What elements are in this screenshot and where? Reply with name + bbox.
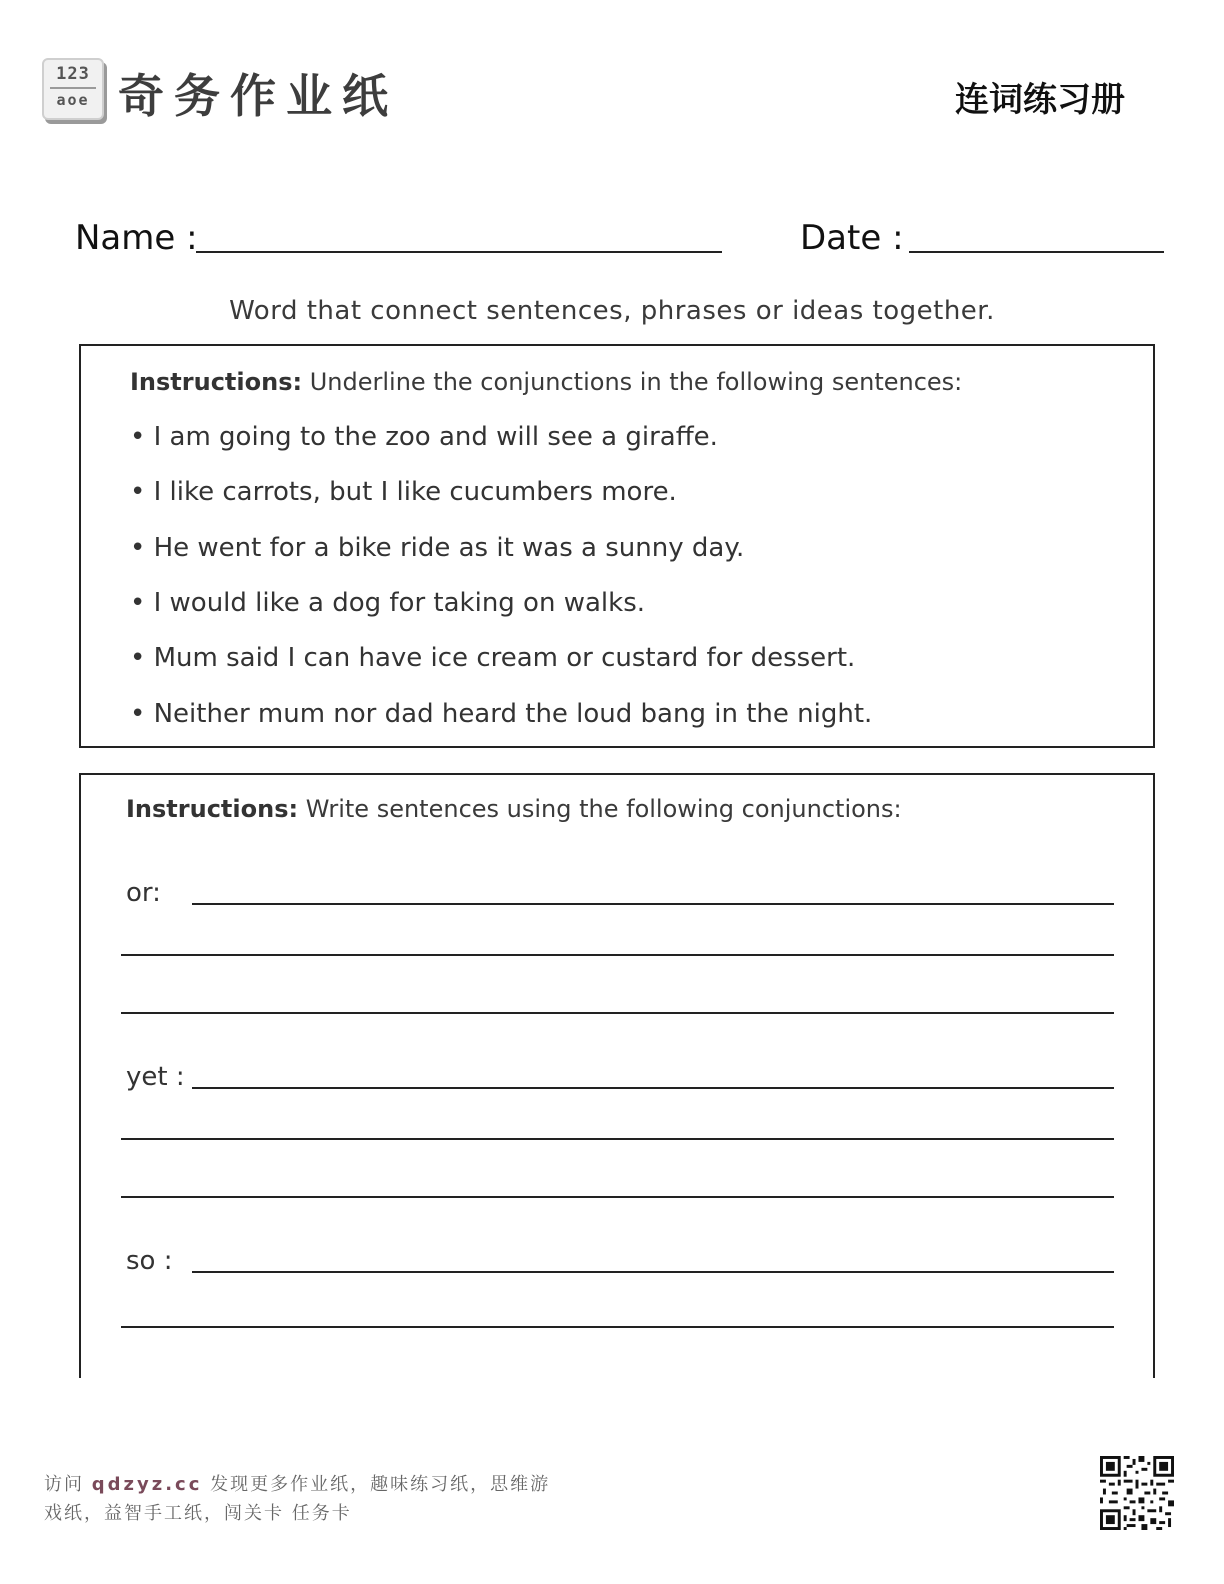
- name-label: Name :: [75, 218, 198, 258]
- conjunction-label-yet: yet :: [126, 1062, 185, 1092]
- writing-line[interactable]: [121, 1138, 1114, 1140]
- section2-instructions-text: Write sentences using the following conjunctions:: [298, 795, 902, 823]
- footer-line1: 发现更多作业纸，趣味练习纸，思维游: [202, 1474, 551, 1495]
- writing-line[interactable]: [121, 1012, 1114, 1014]
- conjunction-label-so: so :: [126, 1246, 173, 1276]
- writing-line[interactable]: [121, 1326, 1114, 1328]
- sentence-item: • He went for a bike ride as it was a sunny day.: [130, 533, 745, 563]
- footer-text: [44, 1470, 604, 1528]
- worksheet-title: 连词练习册: [955, 80, 1125, 120]
- sentence-item: • I like carrots, but I like cucumbers more.: [130, 477, 677, 507]
- section2-instructions: [126, 795, 902, 823]
- logo-line2: aoe: [56, 91, 90, 109]
- writing-line[interactable]: [192, 1087, 1114, 1089]
- name-line[interactable]: [196, 251, 722, 253]
- section1-instructions-label: Instructions:: [130, 368, 303, 396]
- subtitle: Word that connect sentences, phrases or ideas together.: [229, 296, 995, 326]
- section2-instructions-label: Instructions:: [126, 795, 299, 823]
- footer-prefix: 访问: [44, 1474, 92, 1495]
- date-line[interactable]: [909, 251, 1164, 253]
- writing-exercise-box: [79, 773, 1155, 1415]
- footer-line2: 戏纸，益智手工纸，闯关卡 任务卡: [44, 1503, 352, 1524]
- section1-instructions: [130, 368, 962, 396]
- writing-line[interactable]: [192, 1271, 1114, 1273]
- writing-line[interactable]: [121, 954, 1114, 956]
- logo-icon: [42, 58, 104, 120]
- date-label: Date :: [800, 218, 904, 258]
- writing-line[interactable]: [192, 903, 1114, 905]
- brand-name: 奇务作业纸: [118, 69, 398, 123]
- writing-line[interactable]: [121, 1196, 1114, 1198]
- section1-instructions-text: Underline the conjunctions in the following sentences:: [302, 368, 963, 396]
- sentence-item: • I would like a dog for taking on walks.: [130, 588, 645, 618]
- logo-divider: [50, 87, 96, 89]
- sentence-item: • Mum said I can have ice cream or custard for dessert.: [130, 643, 856, 673]
- qr-code-icon: [1100, 1456, 1174, 1530]
- logo-line1: 123: [56, 64, 90, 84]
- footer-site-link[interactable]: qdzyz.cc: [91, 1474, 203, 1495]
- sentence-item: • I am going to the zoo and will see a giraffe.: [130, 422, 718, 452]
- conjunction-label-or: or:: [126, 878, 161, 908]
- sentence-item: • Neither mum nor dad heard the loud bang in the night.: [130, 699, 873, 729]
